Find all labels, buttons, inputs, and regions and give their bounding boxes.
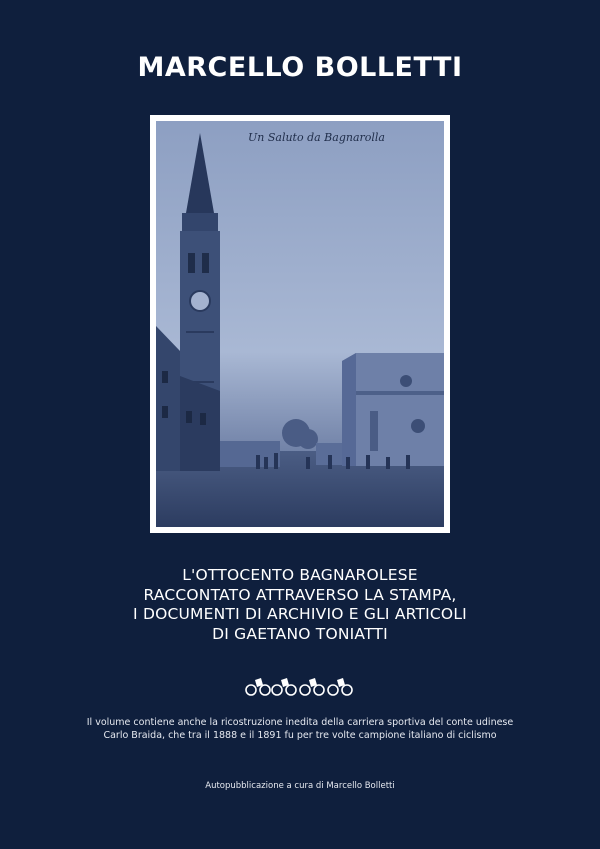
- title-line: L'OTTOCENTO BAGNAROLESE: [182, 566, 418, 584]
- author-name: MARCELLO BOLLETTI: [137, 52, 463, 83]
- book-title: [0, 566, 600, 644]
- postcard-photo-frame: [150, 115, 450, 533]
- church: [342, 353, 444, 466]
- book-description: [30, 716, 570, 742]
- description-line: Carlo Braida, che tra il 1888 e il 1891 fu per tre volte campione italiano di ciclismo: [103, 730, 497, 741]
- title-line: RACCONTATO ATTRAVERSO LA STAMPA,: [143, 585, 457, 604]
- description-line: Il volume contiene anche la ricostruzione inedita della carriera sportiva del conte udinese: [86, 717, 514, 728]
- cyclists-ornament-icon: [241, 675, 359, 697]
- postcard-caption: Un Saluto da Bagnarolla: [248, 131, 385, 144]
- title-line: DI GAETANO TONIATTI: [212, 624, 388, 643]
- title-line: I DOCUMENTI DI ARCHIVIO E GLI ARTICOLI: [133, 605, 467, 623]
- postcard-photo: [156, 121, 444, 527]
- publication-credit: Autopubblicazione a cura di Marcello Bolletti: [205, 781, 395, 791]
